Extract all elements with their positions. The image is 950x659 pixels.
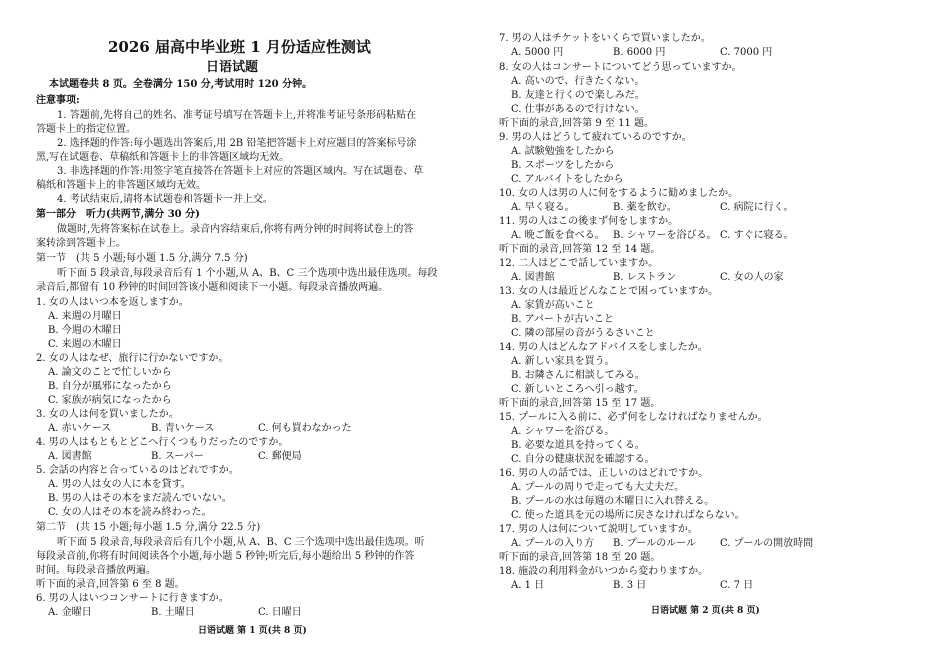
option-a: A. 5000 円 [511, 47, 564, 58]
option-b: B. プールのルール [613, 538, 697, 549]
section2-line: 时间。每段录音播放两遍。 [36, 565, 156, 576]
option-c: C. 日曜日 [258, 607, 302, 618]
option-c: C. 使った道具を元の場所に戻さなければならない。 [511, 510, 745, 521]
question-14: 14. 男の人はどんなアドバイスをしましたか。 [499, 342, 708, 353]
exam-title: 2026 届高中毕业班 1 月份适应性测试 [108, 38, 371, 56]
option-c: C. 来週の木曜日 [48, 339, 122, 350]
page-footer: 日语试题 第 1 页(共 8 页) [198, 626, 307, 636]
option-c: C. 自分の健康状況を確認する。 [511, 454, 655, 465]
question-12: 12. 二人はどこで話していますか。 [499, 258, 659, 269]
option-a: A. 論文のことで忙しいから [48, 367, 172, 378]
part1-line: 做题时,先将答案标在试卷上。录音内容结束后,你将有两分钟的时间将试卷上的答 [57, 224, 414, 235]
option-b: B. お隣さんに相談してみる。 [511, 370, 645, 381]
option-a: A. 1 日 [511, 580, 545, 591]
question-2: 2. 女の人はなぜ、旅行に行かないですか。 [36, 353, 229, 364]
option-b: B. 男の人はその本をまだ読んでいない。 [48, 493, 232, 504]
notice-line: 2. 选择题的作答:每小题选出答案后,用 2B 铅笔把答题卡上对应题目的答案标号涂 [57, 138, 417, 149]
question-18: 18. 施設の利用料金がいつから変わりますか。 [499, 566, 709, 577]
option-c: C. 7 日 [720, 580, 754, 591]
question-16: 16. 男の人の話では、正しいのはどれですか。 [499, 468, 709, 479]
question-15: 15. プールに入る前に、必ず何をしなければなりませんか。 [499, 412, 768, 423]
option-c: C. 郵便局 [258, 451, 302, 462]
option-a: A. 新しい家具を買う。 [511, 356, 615, 367]
question-11: 11. 男の人はこの後まず何をしますか。 [499, 216, 679, 227]
question-7: 7. 男の人はチケットをいくらで買いましたか。 [499, 33, 711, 44]
question-6: 6. 男の人はいつコンサートに行きますか。 [36, 593, 229, 604]
question-13: 13. 女の人は最近どんなことで困っていますか。 [499, 286, 719, 297]
option-a: A. 来週の月曜日 [48, 311, 122, 322]
option-a: A. 金曜日 [48, 607, 92, 618]
option-b: B. アパートが古いこと [511, 314, 614, 325]
option-a: A. 男の人は女の人に本を貸す。 [48, 479, 191, 490]
question-1: 1. 女の人はいつ本を返しますか。 [36, 297, 189, 308]
notice-line: 答题卡上的指定位置。 [36, 124, 136, 135]
option-b: B. 今週の木曜日 [48, 325, 122, 336]
part1-line: 案转涂到答题卡上。 [36, 238, 126, 249]
option-c: C. アルバイトをしたから [511, 174, 624, 185]
option-a: A. 早く寝る。 [511, 202, 575, 213]
notice-line: 稿纸和答题卡上的非答题区域均无效。 [36, 180, 206, 191]
exam-subtitle: 日语试题 [206, 60, 259, 75]
option-b: B. 必要な道具を持ってくる。 [511, 440, 645, 451]
option-a: A. プールの入り方 [511, 538, 595, 549]
option-c: C. プールの開放時間 [720, 538, 814, 549]
option-b: B. プールの水は毎週の木曜日に入れ替える。 [511, 496, 715, 507]
part1-heading: 第一部分 听力(共两节,满分 30 分) [36, 209, 200, 220]
listen-instruction: 听下面的录音,回答第 6 至 8 题。 [36, 579, 185, 590]
section1-line: 听下面 5 段录音,每段录音后有 1 个小题,从 A、B、C 三个选项中选出最佳选项。每段 [57, 268, 438, 279]
option-b: B. 友達と行くので楽しみだ。 [511, 90, 645, 101]
option-b: B. スポーツをしたから [511, 160, 615, 171]
option-c: C. 病院に行く。 [720, 202, 794, 213]
option-b: B. 青いケース [151, 423, 215, 434]
section2-heading: 第二节 (共 15 小题;每小题 1.5 分,满分 22.5 分) [36, 522, 261, 533]
option-c: C. 新しいところへ引っ越す。 [511, 384, 644, 395]
option-c: C. 女の人はその本を読み終わった。 [48, 507, 212, 518]
section2-line: 每段录音前,你将有时间阅读各个小题,每小题 5 秒钟;听完后,每小题给出 5 秒钟的作答 [36, 551, 415, 562]
question-8: 8. 女の人はコンサートについてどう思っていますか。 [499, 62, 742, 73]
question-10: 10. 女の人は男の人に何をするように勧めましたか。 [499, 188, 739, 199]
option-b: B. スーパー [151, 451, 204, 462]
option-b: B. シャワーを浴びる。 [613, 230, 717, 241]
option-c: C. 仕事があるので行けない。 [511, 104, 645, 115]
option-c: C. 隣の部屋の音がうるさいこと [511, 328, 655, 339]
option-c: C. 7000 円 [720, 47, 773, 58]
listen-instruction: 听下面的录音,回答第 15 至 17 题。 [499, 398, 661, 409]
notice-line: 黑,写在试题卷、草稿纸和答题卡上的非答题区域均无效。 [36, 152, 290, 163]
option-c: C. すぐに寝る。 [720, 230, 794, 241]
section1-heading: 第一节 (共 5 小题;每小题 1.5 分,满分 7.5 分) [36, 253, 248, 264]
option-a: A. 赤いケース [48, 423, 112, 434]
option-a: A. 晩ご飯を食べる。 [511, 230, 605, 241]
question-17: 17. 男の人は何について説明していますか。 [499, 524, 698, 535]
section2-line: 听下面 5 段录音,每段录音后有几个小题,从 A、B、C 三个选项中选出最佳选项。听 [57, 537, 425, 548]
question-9: 9. 男の人はどうして疲れているのですか。 [499, 132, 692, 143]
listen-instruction: 听下面的录音,回答第 9 至 11 题。 [499, 118, 654, 129]
option-a: A. 試験勉強をしたから [511, 146, 615, 157]
notice-line: 4. 考试结束后,请将本试题卷和答题卡一并上交。 [57, 194, 273, 205]
listen-instruction: 听下面的录音,回答第 18 至 20 题。 [499, 552, 661, 563]
question-4: 4. 男の人はもともとどこへ行くつもりだったのですか。 [36, 437, 289, 448]
exam-info: 本试题卷共 8 页。全卷满分 150 分,考试用时 120 分钟。 [49, 79, 313, 90]
option-b: B. 自分が風邪になったから [48, 381, 172, 392]
page-footer: 日语试题 第 2 页(共 8 页) [651, 606, 760, 616]
option-a: A. シャワーを浴びる。 [511, 426, 615, 437]
option-a: A. 家賃が高いこと [511, 300, 595, 311]
option-a: A. 図書館 [511, 272, 555, 283]
question-5: 5. 会話の内容と合っているのはどれですか。 [36, 465, 239, 476]
notice-line: 3. 非选择题的作答:用签字笔直接答在答题卡上对应的答题区域内。写在试题卷、草 [57, 166, 424, 177]
option-a: A. 図書館 [48, 451, 92, 462]
option-b: B. レストラン [613, 272, 677, 283]
option-b: B. 薬を飲む。 [613, 202, 677, 213]
option-c: C. 何も買わなかった [258, 423, 352, 434]
option-c: C. 女の人の家 [720, 272, 784, 283]
notice-heading: 注意事项: [36, 95, 80, 106]
section1-line: 录音后,都留有 10 秒钟的时间回答该小题和阅读下一小题。每段录音播放两遍。 [36, 282, 389, 293]
option-b: B. 土曜日 [151, 607, 195, 618]
option-a: A. 高いので、行きたくない。 [511, 76, 645, 87]
question-3: 3. 女の人は何を買いましたか。 [36, 409, 179, 420]
option-a: A. プールの周りで走っても大丈夫だ。 [511, 482, 685, 493]
option-c: C. 家族が病気になったから [48, 395, 172, 406]
option-b: B. 3 日 [613, 580, 647, 591]
listen-instruction: 听下面的录音,回答第 12 至 14 题。 [499, 244, 661, 255]
notice-line: 1. 答题前,先将自己的姓名、准考证号填写在答题卡上,并将准考证号条形码粘贴在 [57, 110, 417, 121]
option-b: B. 6000 円 [613, 47, 666, 58]
